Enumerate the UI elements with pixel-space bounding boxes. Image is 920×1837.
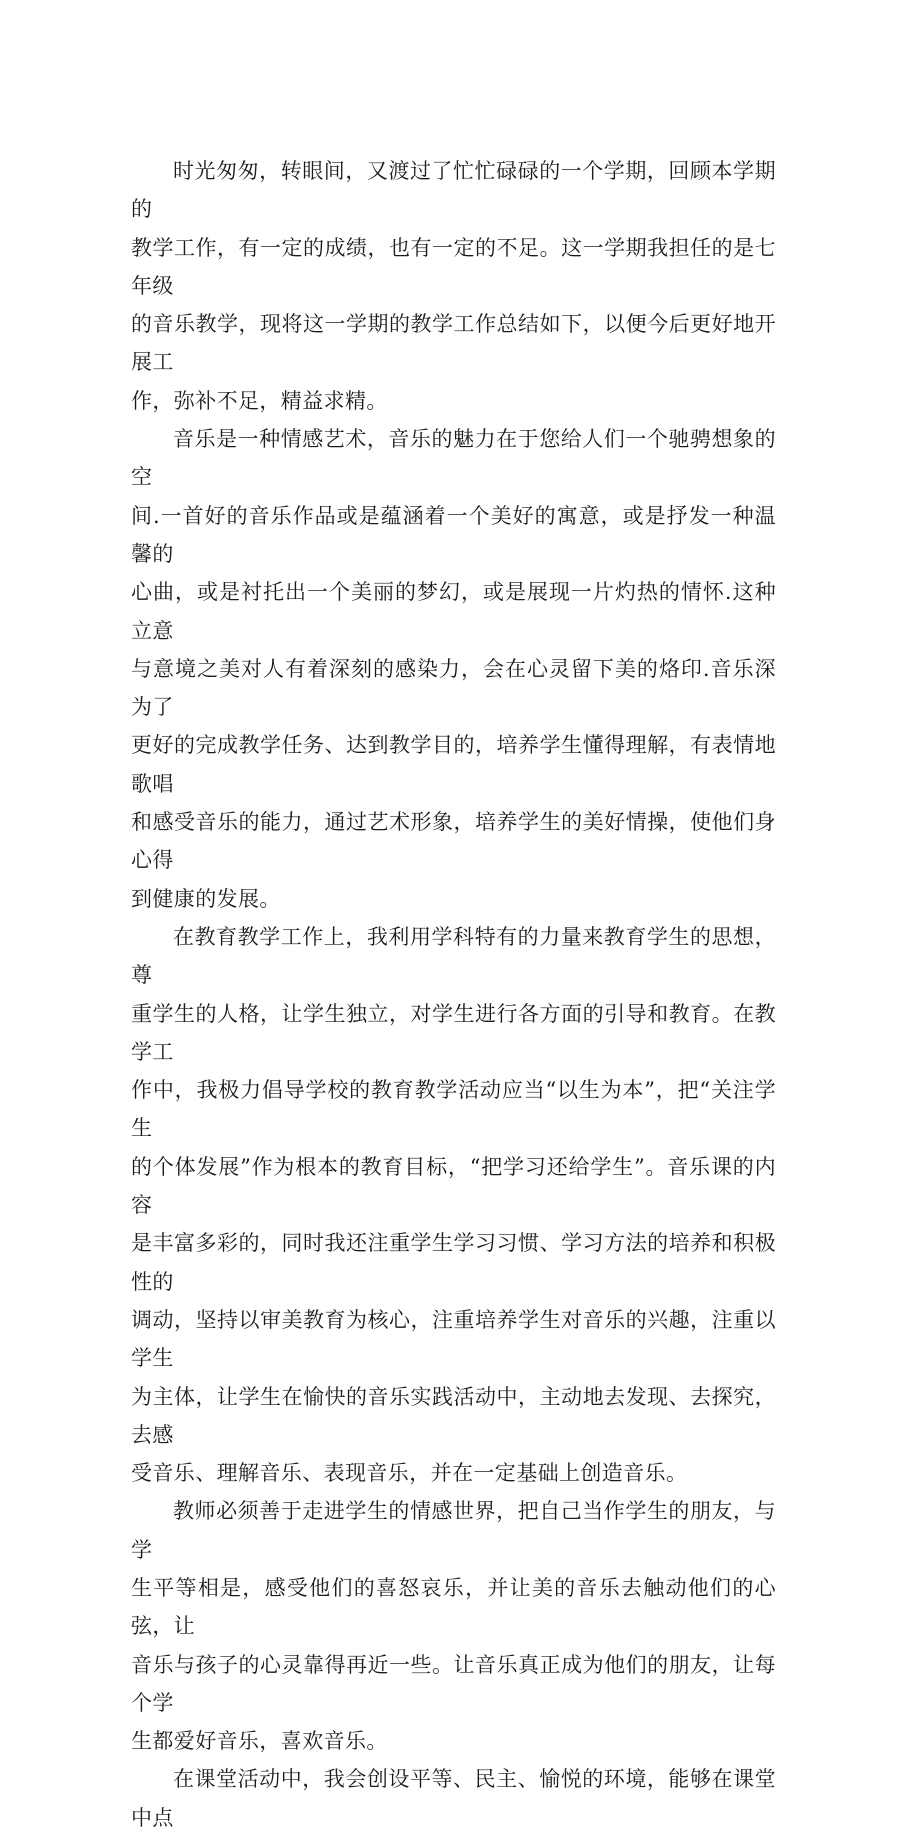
paragraph-1: 时光匆匆，转眼间，又渡过了忙忙碌碌的一个学期，回顾本学期的 教学工作，有一定的成绩，也有一定的不足。这一学期我担任的是七年级 的音乐教学，现将这一学期的教学工作总结如下，以便今后更好地开展工 作，弥补不足，精益求精。 [131, 159, 776, 413]
paragraph-5: 在课堂活动中，我会创设平等、民主、愉悦的环境，能够在课堂中点 [131, 1767, 776, 1830]
document-body [131, 152, 776, 1837]
paragraph-2: 音乐是一种情感艺术，音乐的魅力在于您给人们一个驰骋想象的空 间.一首好的音乐作品或是蕴涵着一个美好的寓意，或是抒发一种温馨的 心曲，或是衬托出一个美丽的梦幻，或是展现一片灼热的情怀.这种立意 与意境之美对人有着深刻的感染力，会在心灵留下美的烙印.音乐深为了 更好的完成教学任务、达到教学目的，培养学生懂得理解，有表情地歌唱 和感受音乐的能力，通过艺术形象，培养学生的美好情操，使他们身心得 到健康的发展。 [131, 427, 776, 911]
paragraph-4: 教师必须善于走进学生的情感世界，把自己当作学生的朋友，与学 生平等相是，感受他们的喜怒哀乐，并让美的音乐去触动他们的心弦，让 音乐与孩子的心灵靠得再近一些。让音乐真正成为他们的朋友，让每个学 生都爱好音乐，喜欢音乐。 [131, 1499, 776, 1754]
paragraph-3: 在教育教学工作上，我利用学科特有的力量来教育学生的思想，尊 重学生的人格，让学生独立，对学生进行各方面的引导和教育。在教学工 作中，我极力倡导学校的教育教学活动应当“以生为本”，把“关注学生 的个体发展”作为根本的教育目标，“把学习还给学生”。音乐课的内容 是丰富多彩的，同时我还注重学生学习习惯、学习方法的培养和积极性的 调动，坚持以审美教育为核心，注重培养学生对音乐的兴趣，注重以学生 为主体，让学生在愉快的音乐实践活动中，主动地去发现、去探究，去感 受音乐、理解音乐、表现音乐，并在一定基础上创造音乐。 [131, 924, 776, 1486]
